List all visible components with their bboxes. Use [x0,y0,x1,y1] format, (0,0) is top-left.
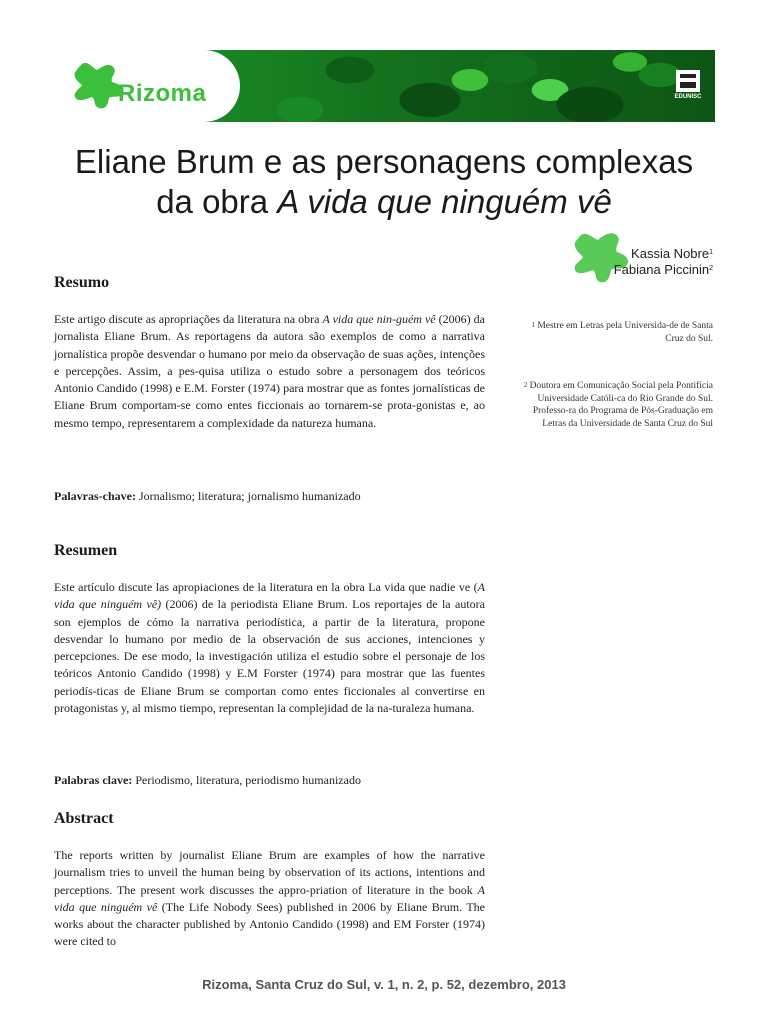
abstract-text-italic: A vida que ninguém vê [54,882,485,914]
note-1-text: Mestre em Letras pela Universida-de de Santa Cruz do Sul. [537,321,713,344]
author-2-name: Fabiana Piccinin [613,262,710,277]
resumen-heading: Resumen [54,542,118,559]
logo-area [50,50,240,122]
article-title [30,142,738,222]
abstract-section [54,810,485,828]
resumen-keywords [54,772,485,789]
note-1-mark: 1 [531,321,535,329]
publisher-logo [671,70,705,100]
author-2-mark: 2 [709,265,713,272]
resumo-text-a: Este artigo discute as apropriações da literatura na obra [54,312,323,326]
resumen-keywords-label: Palabras clave: [54,773,133,787]
abstract-text-a: The reports written by journalist Eliane Brum are examples of how the narrative journalism tries to unveil the human being by observation of its actions, intentions and perceptions. The present work discusses the appro-priation of literature in the book [54,848,485,897]
header-banner [50,50,715,122]
resumo-heading: Resumo [54,274,110,291]
resumo-body [54,311,485,432]
resumo-text [54,311,485,432]
title-line-2 [30,182,738,222]
resumen-text-b: (2006) de la periodista Eliane Brum. Los reportajes de la autora son ejemplos de cómo la narrativa periodística, a partir de la literatura, propone desvendar lo humano por medio de la observación de sus acciones, intenciones y percepciones. De ese modo, la investigación utiliza el estudio sobre el personaje de los teóricos Antonio Candido (1998) y E.M Forster (1974) para mostrar que las fuentes periodís-ticas de Eliane Brum se comportan como entes ficcionales al convertirse en protagonistas y, al mismo tiempo, representan la complejidad de la na-turaleza humana. [54,597,485,716]
resumo-keywords-line [54,488,485,505]
resumo-keywords-text: Jornalismo; literatura; jornalismo humanizado [135,489,361,503]
abstract-heading: Abstract [54,810,114,827]
resumen-body [54,579,485,717]
journal-logo-text: Rizoma [118,80,207,107]
note-2-mark: 2 [523,381,528,389]
resumen-keywords-line [54,772,485,789]
author-note-1 [523,320,713,345]
resumo-text-italic: A vida que nin-guém vê [322,312,436,326]
page-footer: Rizoma, Santa Cruz do Sul, v. 1, n. 2, p. 52, dezembro, 2013 [202,977,566,992]
publisher-label: EDUNISC [674,94,702,100]
author-1 [614,246,713,262]
resumen-text-italic: A vida que ninguém vê) [54,580,485,612]
author-1-mark: 1 [709,249,713,256]
resumo-section [54,274,485,292]
abstract-text-b: (The Life Nobody Sees) published in 2006 by Eliane Brum. The works about the character published by Antonio Candido (1998) and EM Forster (1974) were cited to [54,899,486,949]
resumo-text-b: (2006) da jornalista Eliane Brum. As reportagens da autora são exemplos de como a narrativa jornalística propõe desvendar o humano por meio da observação de suas ações, intenções e percepções. Assim, a pes-quisa utiliza o estudo sobre a personagem dos teóricos Antonio Candido (1998) e E.M. Forster (1974) para mostrar que as fontes jornalísticas de Eliane Brum comportam-se como entes ficcionais ao tornarem-se prota-gonistas e, ao mesmo tempo, representarem a complexidade da natureza humana. [54,312,486,430]
title-line-1: Eliane Brum e as personagens complexas [74,143,694,180]
authors [614,246,713,278]
resumo-keywords-label: Palavras-chave: [54,489,136,503]
resumo-keywords [54,488,485,505]
publisher-mark-icon [676,70,700,92]
resumen-keywords-text: Periodismo, literatura, periodismo humanizado [132,773,361,787]
author-1-name: Kassia Nobre [631,246,710,261]
author-2 [614,262,713,278]
author-note-2 [523,380,713,430]
abstract-text [54,847,485,951]
resumen-text-a: Este artículo discute las apropiaciones de la literatura en la obra La vida que nadie ve ( [54,580,478,594]
resumen-text [54,579,485,717]
resumen-section [54,542,485,560]
title-line-2-italic: A vida que ninguém vê [277,183,612,220]
abstract-body [54,847,485,951]
title-line-2-prefix: da obra [156,183,278,220]
note-2-text: Doutora em Comunicação Social pela Pontifícia Universidade Católi-ca do Rio Grande do Sul. Professo-ra do Programa de Pós-Graduação em Letras da Universidade de Santa Cruz do Sul [529,381,713,429]
